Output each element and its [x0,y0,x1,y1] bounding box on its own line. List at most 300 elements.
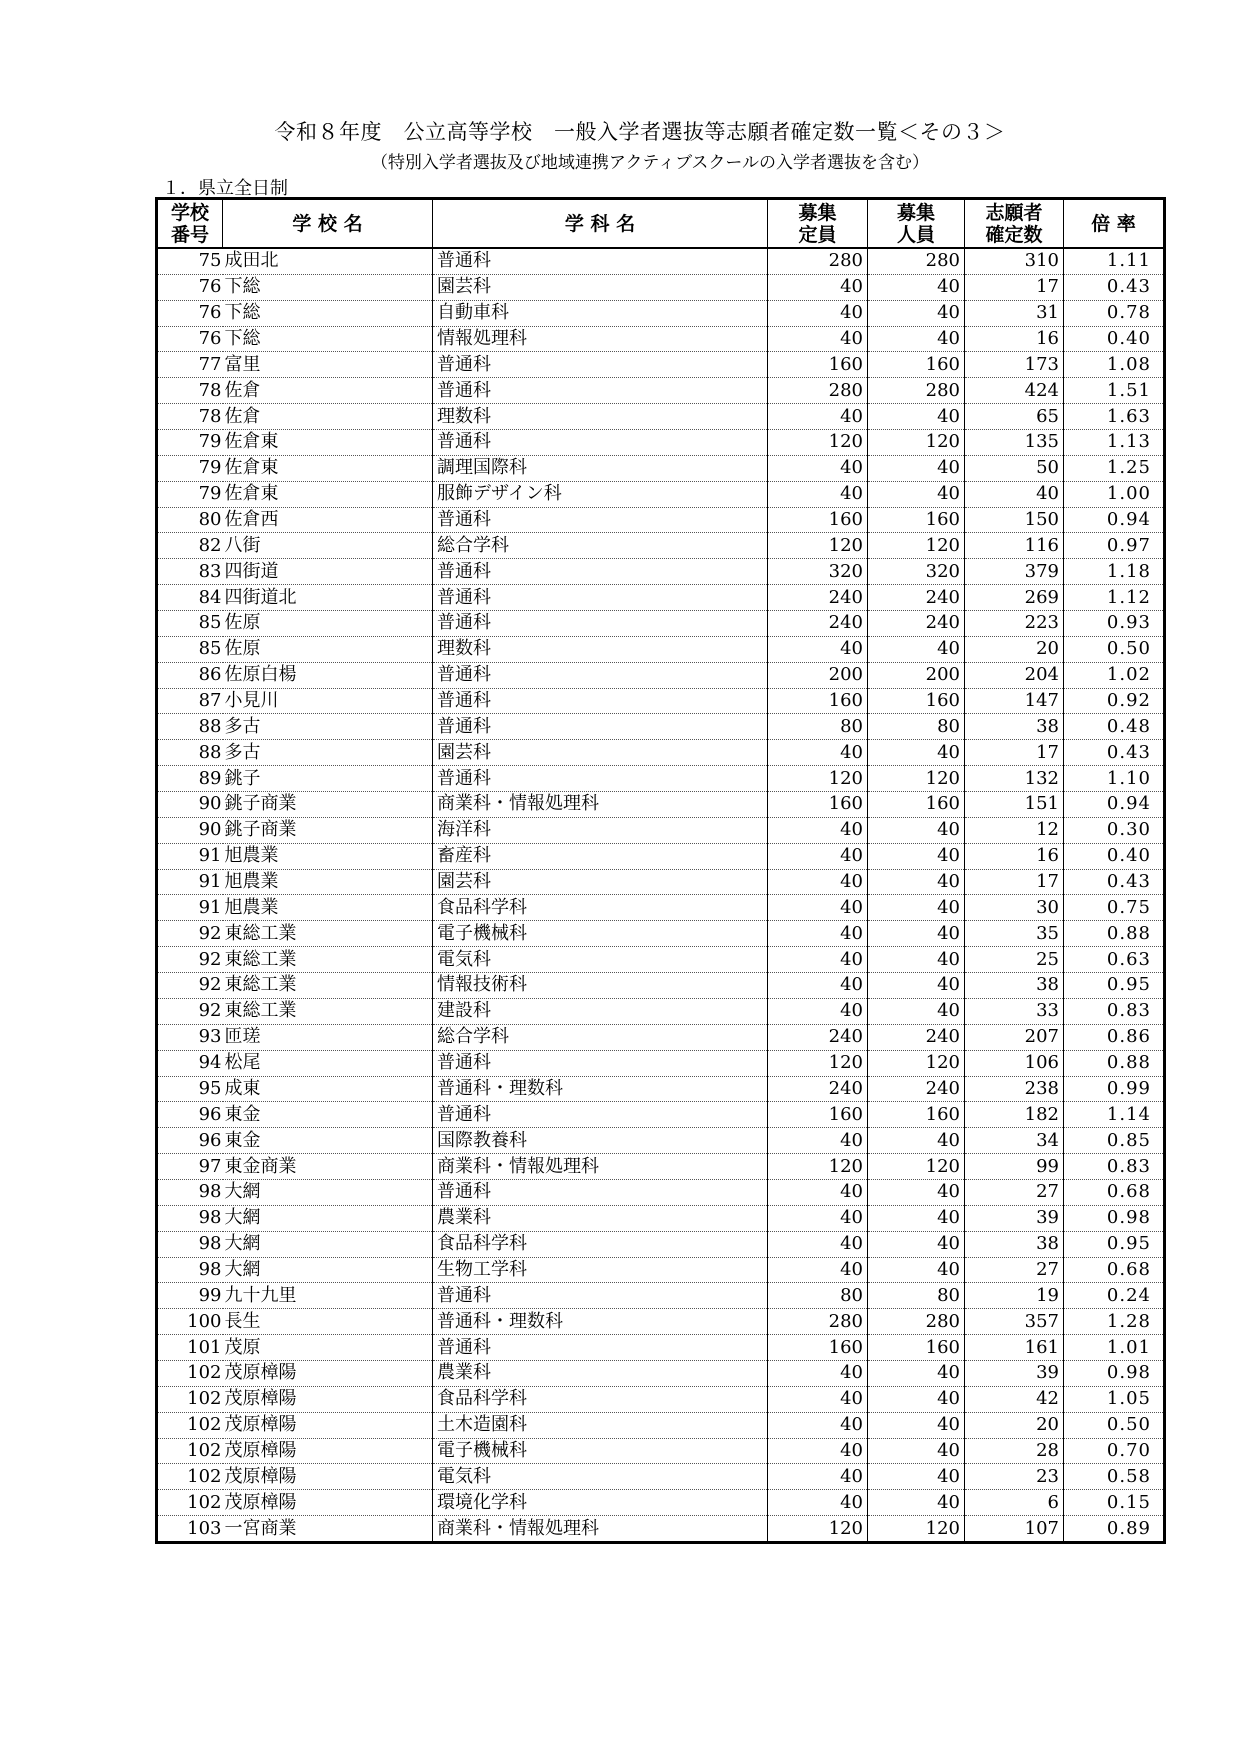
table-row [157,1360,1165,1386]
school-name-cell: 東総工業 [223,947,433,973]
department-cell: 普通科 [433,714,768,740]
recruitment-cell: 80 [868,714,965,740]
applicants-cell: 16 [965,843,1064,869]
recruitment-cell: 40 [868,947,965,973]
table-row [157,1309,1165,1335]
school-number-cell: 102 [157,1438,223,1464]
department-cell: 普通科 [433,1102,768,1128]
recruitment-cell: 200 [868,662,965,688]
recruitment-cell: 280 [868,248,965,274]
school-name-cell: 佐原白楊 [223,662,433,688]
ratio-cell: 0.88 [1064,1050,1165,1076]
capacity-cell: 240 [768,1024,868,1050]
capacity-cell: 40 [768,1360,868,1386]
capacity-cell: 240 [768,585,868,611]
header-capacity-line1: 募集 [798,201,837,224]
department-cell: 普通科 [433,1283,768,1309]
capacity-cell: 40 [768,481,868,507]
department-cell: 理数科 [433,404,768,430]
applicants-cell: 116 [965,533,1064,559]
table-row [157,895,1165,921]
table-row [157,817,1165,843]
recruitment-cell: 40 [868,921,965,947]
department-cell: 商業科・情報処理科 [433,1154,768,1180]
school-name-cell: 茂原樟陽 [223,1360,433,1386]
ratio-cell: 0.98 [1064,1205,1165,1231]
recruitment-cell: 160 [868,688,965,714]
school-number-cell: 91 [157,843,223,869]
capacity-cell: 240 [768,611,868,637]
capacity-cell: 280 [768,378,868,404]
header-applicants-line1: 志願者 [985,201,1043,224]
capacity-cell: 240 [768,1076,868,1102]
department-cell: 農業科 [433,1360,768,1386]
ratio-cell: 0.85 [1064,1128,1165,1154]
recruitment-cell: 320 [868,559,965,585]
recruitment-cell: 40 [868,1412,965,1438]
capacity-cell: 40 [768,1386,868,1412]
school-number-cell: 98 [157,1231,223,1257]
department-cell: 園芸科 [433,274,768,300]
recruitment-cell: 40 [868,973,965,999]
department-cell: 土木造園科 [433,1412,768,1438]
applicants-cell: 223 [965,611,1064,637]
school-name-cell: 茂原樟陽 [223,1490,433,1516]
table-row [157,1257,1165,1283]
recruitment-cell: 280 [868,1309,965,1335]
school-name-cell: 下総 [223,326,433,352]
applicants-cell: 38 [965,714,1064,740]
school-name-cell: 松尾 [223,1050,433,1076]
department-cell: 情報処理科 [433,326,768,352]
school-name-cell: 多古 [223,740,433,766]
department-cell: 農業科 [433,1205,768,1231]
department-cell: 普通科 [433,378,768,404]
capacity-cell: 40 [768,300,868,326]
applicants-cell: 30 [965,895,1064,921]
department-cell: 普通科・理数科 [433,1076,768,1102]
department-cell: 食品科学科 [433,895,768,921]
department-cell: 食品科学科 [433,1231,768,1257]
table-row [157,921,1165,947]
header-ratio: 倍 率 [1064,199,1165,249]
ratio-cell: 0.78 [1064,300,1165,326]
header-applicants [965,199,1064,249]
table-header-row [157,199,1165,249]
department-cell: 生物工学科 [433,1257,768,1283]
ratio-cell: 0.89 [1064,1516,1165,1543]
table-row [157,378,1165,404]
school-name-cell: 多古 [223,714,433,740]
school-number-cell: 92 [157,921,223,947]
applicants-cell: 17 [965,740,1064,766]
applicants-cell: 173 [965,352,1064,378]
school-name-cell: 成東 [223,1076,433,1102]
ratio-cell: 0.99 [1064,1076,1165,1102]
school-name-cell: 小見川 [223,688,433,714]
ratio-cell: 0.68 [1064,1179,1165,1205]
department-cell: 普通科 [433,766,768,792]
school-name-cell: 成田北 [223,248,433,274]
school-name-cell: 旭農業 [223,869,433,895]
table-row [157,973,1165,999]
table-row [157,274,1165,300]
department-cell: 服飾デザイン科 [433,481,768,507]
school-name-cell: 東総工業 [223,921,433,947]
capacity-cell: 40 [768,1464,868,1490]
capacity-cell: 40 [768,1257,868,1283]
capacity-cell: 120 [768,1050,868,1076]
table-row [157,740,1165,766]
school-number-cell: 76 [157,326,223,352]
applicants-cell: 25 [965,947,1064,973]
capacity-cell: 40 [768,895,868,921]
school-number-cell: 79 [157,430,223,456]
school-number-cell: 84 [157,585,223,611]
school-number-cell: 89 [157,766,223,792]
table-row [157,792,1165,818]
applicants-cell: 269 [965,585,1064,611]
school-number-cell: 91 [157,869,223,895]
table-row [157,1335,1165,1361]
school-name-cell: 九十九里 [223,1283,433,1309]
school-name-cell: 長生 [223,1309,433,1335]
department-cell: 国際教養科 [433,1128,768,1154]
capacity-cell: 160 [768,1102,868,1128]
capacity-cell: 40 [768,998,868,1024]
department-cell: 普通科 [433,248,768,274]
capacity-cell: 40 [768,817,868,843]
ratio-cell: 0.43 [1064,869,1165,895]
department-cell: 普通科 [433,585,768,611]
school-name-cell: 茂原樟陽 [223,1412,433,1438]
header-school-number-line2: 番号 [170,223,209,246]
table-row [157,1464,1165,1490]
ratio-cell: 1.18 [1064,559,1165,585]
recruitment-cell: 40 [868,1360,965,1386]
ratio-cell: 1.02 [1064,662,1165,688]
ratio-cell: 0.93 [1064,611,1165,637]
table-row [157,507,1165,533]
school-name-cell: 茂原 [223,1335,433,1361]
school-number-cell: 95 [157,1076,223,1102]
table-row [157,559,1165,585]
capacity-cell: 120 [768,766,868,792]
recruitment-cell: 160 [868,507,965,533]
school-name-cell: 大網 [223,1257,433,1283]
school-number-cell: 102 [157,1464,223,1490]
school-name-cell: 銚子商業 [223,792,433,818]
applicants-cell: 135 [965,430,1064,456]
applicants-cell: 310 [965,248,1064,274]
ratio-cell: 0.94 [1064,792,1165,818]
recruitment-cell: 40 [868,1464,965,1490]
ratio-cell: 1.63 [1064,404,1165,430]
capacity-cell: 40 [768,921,868,947]
applicants-cell: 17 [965,869,1064,895]
ratio-cell: 0.83 [1064,1154,1165,1180]
school-number-cell: 92 [157,973,223,999]
table-row [157,843,1165,869]
ratio-cell: 0.97 [1064,533,1165,559]
school-name-cell: 茂原樟陽 [223,1386,433,1412]
school-name-cell: 佐倉 [223,378,433,404]
recruitment-cell: 120 [868,430,965,456]
recruitment-cell: 40 [868,326,965,352]
department-cell: 電子機械科 [433,1438,768,1464]
table-row [157,1283,1165,1309]
department-cell: 商業科・情報処理科 [433,1516,768,1543]
school-number-cell: 102 [157,1360,223,1386]
school-name-cell: 佐原 [223,611,433,637]
department-cell: 海洋科 [433,817,768,843]
department-cell: 普通科 [433,1050,768,1076]
school-number-cell: 88 [157,740,223,766]
ratio-cell: 1.12 [1064,585,1165,611]
header-school-number [157,199,223,249]
applicants-cell: 207 [965,1024,1064,1050]
capacity-cell: 280 [768,248,868,274]
school-number-cell: 97 [157,1154,223,1180]
applicants-cell: 379 [965,559,1064,585]
capacity-cell: 40 [768,404,868,430]
school-number-cell: 75 [157,248,223,274]
table-row [157,481,1165,507]
department-cell: 情報技術科 [433,973,768,999]
applicants-cell: 151 [965,792,1064,818]
recruitment-cell: 40 [868,895,965,921]
school-number-cell: 83 [157,559,223,585]
school-number-cell: 102 [157,1386,223,1412]
table-row [157,248,1165,274]
recruitment-cell: 160 [868,1102,965,1128]
table-row [157,1516,1165,1543]
capacity-cell: 40 [768,869,868,895]
recruitment-cell: 160 [868,1335,965,1361]
capacity-cell: 40 [768,1179,868,1205]
capacity-cell: 40 [768,1128,868,1154]
applicants-cell: 107 [965,1516,1064,1543]
recruitment-cell: 40 [868,636,965,662]
department-cell: 普通科 [433,688,768,714]
ratio-cell: 0.98 [1064,1360,1165,1386]
ratio-cell: 0.40 [1064,326,1165,352]
ratio-cell: 0.75 [1064,895,1165,921]
applicants-cell: 16 [965,326,1064,352]
ratio-cell: 1.28 [1064,1309,1165,1335]
department-cell: 建設科 [433,998,768,1024]
ratio-cell: 1.51 [1064,378,1165,404]
recruitment-cell: 40 [868,740,965,766]
ratio-cell: 0.30 [1064,817,1165,843]
table-row [157,430,1165,456]
school-number-cell: 76 [157,300,223,326]
applicants-cell: 23 [965,1464,1064,1490]
applicants-cell: 38 [965,1231,1064,1257]
table-row [157,585,1165,611]
ratio-cell: 0.50 [1064,1412,1165,1438]
applicants-cell: 17 [965,274,1064,300]
ratio-cell: 1.13 [1064,430,1165,456]
capacity-cell: 120 [768,1154,868,1180]
applicants-cell: 161 [965,1335,1064,1361]
table-row [157,1024,1165,1050]
capacity-cell: 80 [768,714,868,740]
applicants-cell: 39 [965,1205,1064,1231]
school-number-cell: 98 [157,1205,223,1231]
ratio-cell: 1.05 [1064,1386,1165,1412]
school-number-cell: 102 [157,1412,223,1438]
capacity-cell: 200 [768,662,868,688]
school-name-cell: 旭農業 [223,843,433,869]
department-cell: 自動車科 [433,300,768,326]
school-name-cell: 佐倉東 [223,481,433,507]
school-name-cell: 銚子商業 [223,817,433,843]
school-number-cell: 92 [157,947,223,973]
school-number-cell: 91 [157,895,223,921]
applicants-cell: 132 [965,766,1064,792]
table-row [157,947,1165,973]
applicants-cell: 35 [965,921,1064,947]
school-name-cell: 四街道北 [223,585,433,611]
department-cell: 普通科 [433,430,768,456]
school-name-cell: 匝瑳 [223,1024,433,1050]
header-recruitment-line2: 人員 [896,223,935,246]
school-number-cell: 99 [157,1283,223,1309]
ratio-cell: 0.63 [1064,947,1165,973]
school-name-cell: 大網 [223,1231,433,1257]
school-name-cell: 旭農業 [223,895,433,921]
recruitment-cell: 80 [868,1283,965,1309]
school-name-cell: 銚子 [223,766,433,792]
department-cell: 総合学科 [433,1024,768,1050]
capacity-cell: 40 [768,1205,868,1231]
applicants-cell: 182 [965,1102,1064,1128]
school-number-cell: 101 [157,1335,223,1361]
department-cell: 電子機械科 [433,921,768,947]
capacity-cell: 40 [768,1231,868,1257]
school-name-cell: 大網 [223,1205,433,1231]
recruitment-cell: 40 [868,1386,965,1412]
ratio-cell: 1.08 [1064,352,1165,378]
school-name-cell: 一宮商業 [223,1516,433,1543]
recruitment-cell: 40 [868,1231,965,1257]
school-name-cell: 下総 [223,274,433,300]
school-number-cell: 77 [157,352,223,378]
school-number-cell: 76 [157,274,223,300]
school-number-cell: 94 [157,1050,223,1076]
table-row [157,1128,1165,1154]
recruitment-cell: 40 [868,998,965,1024]
capacity-cell: 120 [768,1516,868,1543]
applicants-cell: 65 [965,404,1064,430]
school-number-cell: 79 [157,455,223,481]
school-name-cell: 茂原樟陽 [223,1438,433,1464]
table-body [157,248,1165,1542]
department-cell: 総合学科 [433,533,768,559]
school-name-cell: 大網 [223,1179,433,1205]
ratio-cell: 1.25 [1064,455,1165,481]
school-number-cell: 103 [157,1516,223,1543]
capacity-cell: 40 [768,1490,868,1516]
school-number-cell: 78 [157,404,223,430]
applicants-cell: 42 [965,1386,1064,1412]
recruitment-cell: 240 [868,1024,965,1050]
table-row [157,766,1165,792]
applicants-cell: 33 [965,998,1064,1024]
ratio-cell: 0.48 [1064,714,1165,740]
applicants-cell: 20 [965,636,1064,662]
applicants-cell: 6 [965,1490,1064,1516]
recruitment-cell: 40 [868,1205,965,1231]
ratio-cell: 1.00 [1064,481,1165,507]
school-name-cell: 八街 [223,533,433,559]
school-name-cell: 下総 [223,300,433,326]
header-department: 学 科 名 [433,199,768,249]
ratio-cell: 0.94 [1064,507,1165,533]
recruitment-cell: 40 [868,817,965,843]
ratio-cell: 0.40 [1064,843,1165,869]
recruitment-cell: 40 [868,300,965,326]
table-row [157,404,1165,430]
applicants-cell: 204 [965,662,1064,688]
capacity-cell: 40 [768,274,868,300]
applicants-cell: 19 [965,1283,1064,1309]
table-row [157,688,1165,714]
school-name-cell: 四街道 [223,559,433,585]
capacity-cell: 120 [768,430,868,456]
table-row [157,1076,1165,1102]
department-cell: 普通科 [433,662,768,688]
department-cell: 畜産科 [433,843,768,869]
table-row [157,1050,1165,1076]
ratio-cell: 1.01 [1064,1335,1165,1361]
table-row [157,326,1165,352]
department-cell: 調理国際科 [433,455,768,481]
school-name-cell: 東金商業 [223,1154,433,1180]
department-cell: 普通科 [433,559,768,585]
table-row [157,1231,1165,1257]
section-heading: １．県立全日制 [162,178,288,199]
school-number-cell: 96 [157,1102,223,1128]
school-number-cell: 96 [157,1128,223,1154]
table-row [157,533,1165,559]
ratio-cell: 1.14 [1064,1102,1165,1128]
applicants-cell: 34 [965,1128,1064,1154]
table-row [157,1490,1165,1516]
header-capacity-line2: 定員 [798,223,837,246]
table-row [157,1412,1165,1438]
school-name-cell: 佐原 [223,636,433,662]
ratio-cell: 0.88 [1064,921,1165,947]
recruitment-cell: 40 [868,1257,965,1283]
school-name-cell: 東総工業 [223,998,433,1024]
school-name-cell: 東金 [223,1102,433,1128]
table-row [157,1154,1165,1180]
recruitment-cell: 120 [868,1154,965,1180]
document-subtitle: （特別入学者選抜及び地域連携アクティブスクールの入学者選抜を含む） [370,153,930,173]
applicants-cell: 40 [965,481,1064,507]
applicants-cell: 424 [965,378,1064,404]
department-cell: 園芸科 [433,869,768,895]
school-number-cell: 98 [157,1257,223,1283]
recruitment-cell: 40 [868,404,965,430]
school-number-cell: 98 [157,1179,223,1205]
ratio-cell: 0.86 [1064,1024,1165,1050]
recruitment-cell: 40 [868,455,965,481]
school-name-cell: 佐倉 [223,404,433,430]
school-number-cell: 90 [157,817,223,843]
